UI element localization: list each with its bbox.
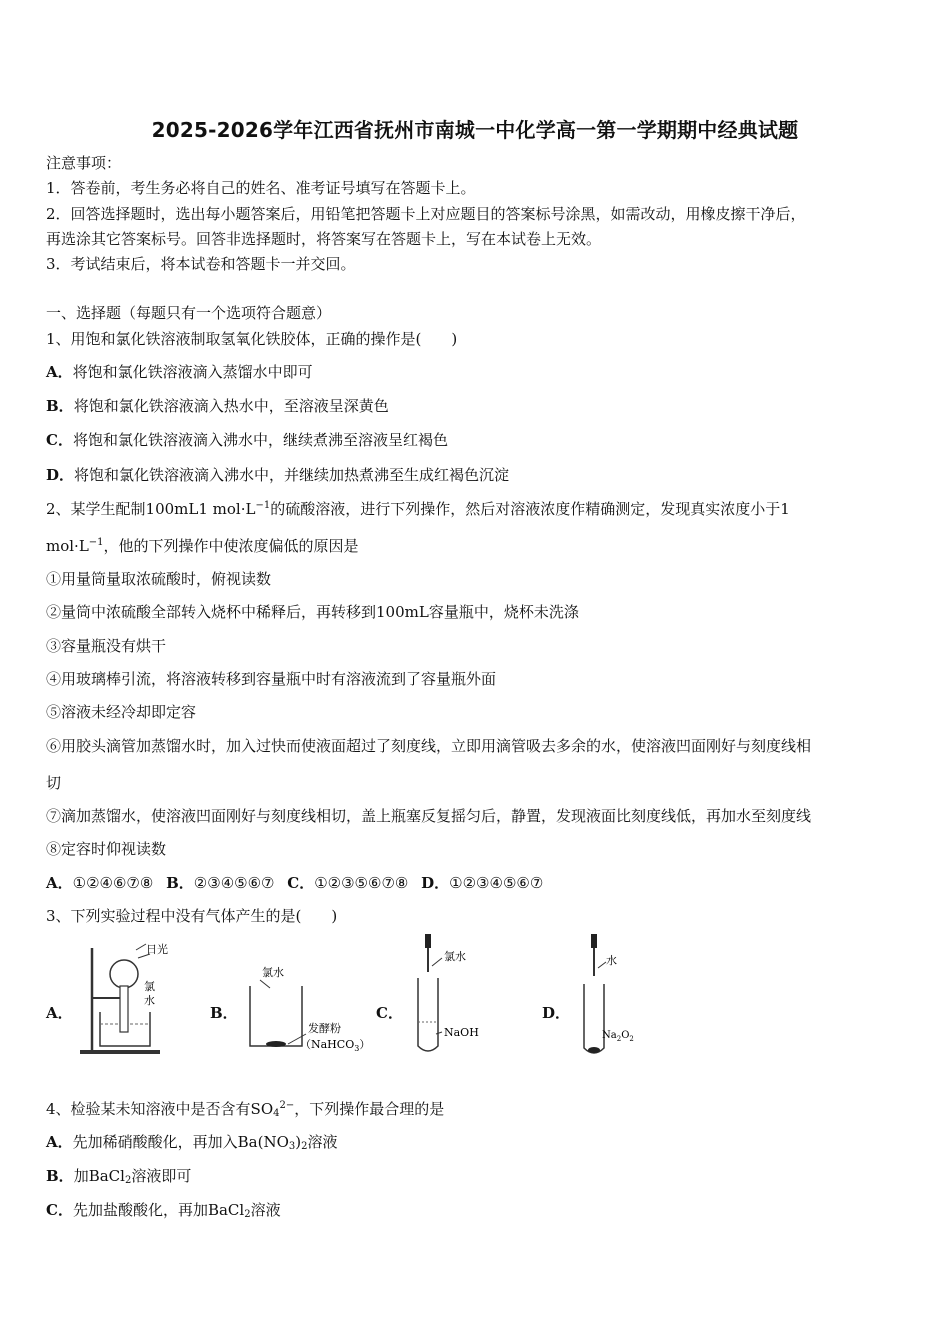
q2-item-4: ④用玻璃棒引流，将溶液转移到容量瓶中时有溶液流到了容量瓶外面 bbox=[46, 670, 497, 688]
label-na2o2 bbox=[602, 1030, 634, 1043]
figure-c-test-tube-naoh bbox=[400, 932, 490, 1060]
powder bbox=[266, 1041, 286, 1047]
label-water: 水 bbox=[144, 994, 155, 1007]
option-text: ①②④⑥⑦⑧ bbox=[72, 874, 154, 892]
option-text: 先加稀硝酸酸化，再加入Ba(NO bbox=[72, 1133, 289, 1151]
option-label: A． bbox=[46, 1133, 73, 1151]
text: mol·L bbox=[46, 537, 89, 555]
leader-line bbox=[260, 980, 270, 988]
text: 的硫酸溶液，进行下列操作，然后对溶液浓度作精确测定，发现真实浓度小于1 bbox=[270, 500, 790, 518]
option-label: C． bbox=[46, 431, 73, 449]
text: ，他的下列操作中使浓度偏低的原因是 bbox=[103, 537, 359, 555]
q1-option-c bbox=[46, 429, 448, 450]
subscript: 2 bbox=[244, 1209, 251, 1220]
leader-line bbox=[598, 962, 606, 968]
option-text: 溶液 bbox=[250, 1201, 281, 1219]
notice-item-2a: 2．回答选择题时，选出每小题答案后，用铅笔把答题卡上对应题目的答案标号涂黑，如需改动，用橡皮擦干净后， bbox=[46, 205, 806, 223]
text: 2、某学生配制100mL1 mol·L bbox=[46, 500, 256, 518]
option-text: 先加盐酸酸化，再加BaCl bbox=[72, 1201, 245, 1219]
label-chlorine-water: 氯水 bbox=[444, 950, 466, 963]
q4-option-c bbox=[46, 1199, 281, 1220]
label-sunlight: 日光 bbox=[146, 943, 168, 956]
superscript: −1 bbox=[255, 500, 271, 511]
q3-stem: 3、下列实验过程中没有气体产生的是( ) bbox=[46, 907, 338, 925]
text: 4、检验某未知溶液中是否含有SO bbox=[46, 1100, 274, 1118]
option-text: ①②③④⑤⑥⑦ bbox=[449, 874, 544, 892]
option-label: C． bbox=[46, 1201, 73, 1219]
option-label: B． bbox=[166, 874, 194, 892]
solid-sample bbox=[588, 1047, 600, 1053]
label-naoh: NaOH bbox=[444, 1026, 479, 1039]
q3-option-c-label: C． bbox=[376, 1004, 403, 1022]
option-text: 溶液 bbox=[307, 1133, 338, 1151]
dropper-bulb bbox=[425, 934, 431, 948]
label-formula bbox=[300, 1038, 370, 1053]
option-text: ②③④⑤⑥⑦ bbox=[193, 874, 275, 892]
option-label: D． bbox=[421, 874, 450, 892]
option-text: ) bbox=[295, 1133, 302, 1151]
formula-text: O bbox=[621, 1030, 630, 1041]
q2-item-7: ⑦滴加蒸馏水，使溶液凹面刚好与刻度线相切，盖上瓶塞反复摇匀后，静置，发现液面比刻度线低，再加水至刻度线 bbox=[46, 807, 812, 825]
option-text: 将饱和氯化铁溶液滴入沸水中，并继续加热煮沸至生成红褐色沉淀 bbox=[74, 466, 510, 484]
formula-text: Na bbox=[602, 1030, 617, 1041]
q1-stem: 1、用饱和氯化铁溶液制取氢氧化铁胶体，正确的操作是( ) bbox=[46, 330, 458, 348]
subscript: 3 bbox=[354, 1044, 360, 1053]
option-text: ①②③⑤⑥⑦⑧ bbox=[314, 874, 409, 892]
q4-option-a bbox=[46, 1131, 338, 1152]
superscript: −1 bbox=[88, 537, 104, 548]
stand-base bbox=[80, 1050, 160, 1054]
option-label: A． bbox=[46, 363, 73, 381]
option-text: 加BaCl bbox=[73, 1167, 125, 1185]
notice-heading: 注意事项： bbox=[46, 154, 122, 172]
beaker bbox=[250, 986, 302, 1046]
notice-item-3: 3．考试结束后，将本试卷和答题卡一并交回。 bbox=[46, 255, 356, 273]
notice-item-2b: 再选涂其它答案标号。回答非选择题时，将答案写在答题卡上，写在本试卷上无效。 bbox=[46, 230, 602, 248]
option-label: B． bbox=[46, 1167, 74, 1185]
option-label: D． bbox=[46, 466, 75, 484]
q2-item-5: ⑤溶液未经冷却即定容 bbox=[46, 703, 197, 721]
dropper-bulb bbox=[591, 934, 597, 948]
leader-line bbox=[432, 958, 442, 966]
q2-item-8: ⑧定容时仰视读数 bbox=[46, 840, 167, 858]
test-tube bbox=[584, 984, 604, 1053]
q2-item-3: ③容量瓶没有烘干 bbox=[46, 637, 167, 655]
q2-item-6a: ⑥用胶头滴管加蒸馏水时，加入过快而使液面超过了刻度线，立即用滴管吸去多余的水，使溶液凹面刚好与刻度线相 bbox=[46, 737, 812, 755]
q2-stem-line1 bbox=[46, 498, 790, 519]
label-chlorine: 氯 bbox=[144, 980, 155, 993]
q3-option-a-label: A． bbox=[46, 1004, 73, 1022]
q2-item-1: ①用量筒量取浓硫酸时，俯视读数 bbox=[46, 570, 272, 588]
q2-stem-line2 bbox=[46, 535, 359, 556]
option-text: 将饱和氯化铁溶液滴入蒸馏水中即可 bbox=[72, 363, 313, 381]
q3-option-b-label: B． bbox=[210, 1004, 238, 1022]
figure-d-test-tube-sodium-peroxide bbox=[574, 932, 654, 1060]
q1-option-d bbox=[46, 464, 509, 485]
subscript: 4 bbox=[273, 1108, 280, 1119]
label-chlorine-water: 氯水 bbox=[262, 966, 284, 979]
sun-ray bbox=[136, 944, 146, 950]
subscript: 2 bbox=[629, 1035, 634, 1043]
label-water: 水 bbox=[606, 954, 617, 967]
option-label: A． bbox=[46, 874, 73, 892]
test-tube bbox=[418, 978, 438, 1051]
flask-bulb bbox=[110, 960, 138, 988]
option-text: 将饱和氯化铁溶液滴入沸水中，继续煮沸至溶液呈红褐色 bbox=[72, 431, 448, 449]
option-text: 将饱和氯化铁溶液滴入热水中，至溶液呈深黄色 bbox=[73, 397, 389, 415]
q1-option-a bbox=[46, 361, 313, 382]
option-text: 溶液即可 bbox=[131, 1167, 192, 1185]
superscript: 2− bbox=[279, 1100, 295, 1111]
page-title: 2025-2026学年江西省抚州市南城一中化学高一第一学期期中经典试题 bbox=[151, 118, 799, 142]
q2-item-2: ②量筒中浓硫酸全部转入烧杯中稀释后，再转移到100mL容量瓶中，烧杯未洗涤 bbox=[46, 603, 579, 621]
formula-text: （NaHCO bbox=[300, 1038, 355, 1051]
notice-item-1: 1．答卷前，考生务必将自己的姓名、准考证号填写在答题卡上。 bbox=[46, 179, 476, 197]
subscript: 2 bbox=[301, 1141, 308, 1152]
q3-option-d-label: D． bbox=[542, 1004, 571, 1022]
subscript: 3 bbox=[288, 1141, 296, 1152]
q2-options bbox=[46, 872, 543, 893]
q4-stem bbox=[46, 1098, 444, 1119]
q1-option-b bbox=[46, 395, 389, 416]
q4-option-b bbox=[46, 1165, 191, 1186]
figure-b-beaker-baking-powder bbox=[240, 960, 370, 1060]
label-baking-powder: 发酵粉 bbox=[308, 1022, 341, 1035]
option-label: B． bbox=[46, 397, 74, 415]
formula-text: ） bbox=[359, 1038, 370, 1051]
figure-a-flask-sunlight bbox=[76, 940, 186, 1060]
q2-item-6b: 切 bbox=[46, 774, 62, 792]
subscript: 2 bbox=[124, 1175, 132, 1186]
flask-neck bbox=[120, 986, 128, 1032]
section-heading: 一、选择题（每题只有一个选项符合题意） bbox=[46, 304, 332, 322]
option-label: C． bbox=[287, 874, 315, 892]
text: ，下列操作最合理的是 bbox=[294, 1100, 445, 1118]
leader-line bbox=[436, 1032, 442, 1034]
subscript: 2 bbox=[616, 1035, 622, 1043]
